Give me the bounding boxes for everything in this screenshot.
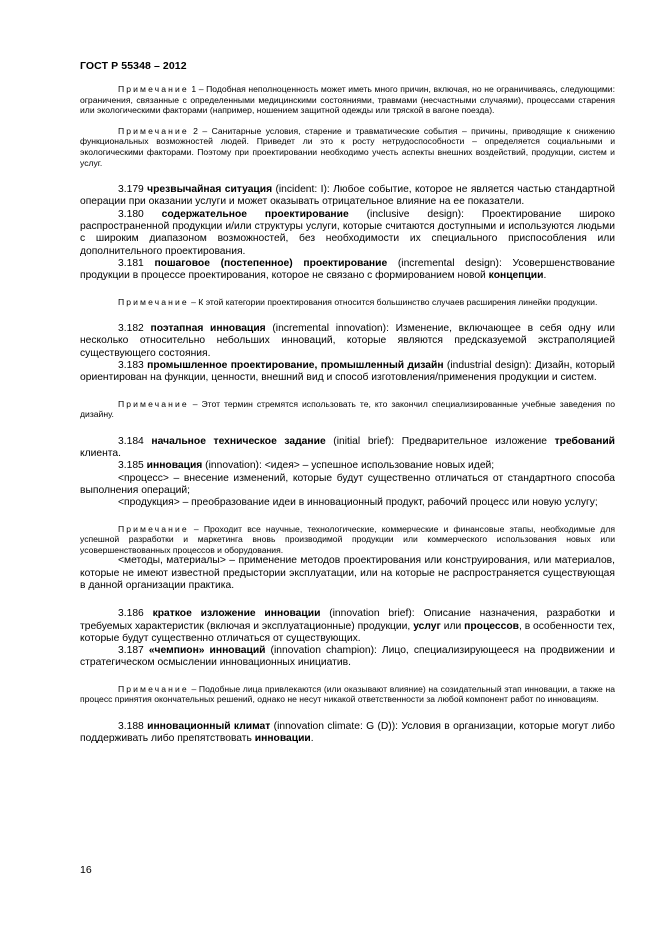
term-definition-end: . [543, 270, 547, 282]
term-definition: (innovation brief): Описание назначения, разработки и требуемых характеристик (включая и эксплуатационные) продукции, [80, 608, 615, 632]
term-3-180 [80, 209, 615, 258]
term-name: начальное техническое задание [151, 435, 326, 447]
term-definition: (industrial design): Дизайн, который ориентирован на функции, ценности, внешний вид и способ изготовления/применения продукции и систем. [80, 360, 615, 384]
term-3-186 [80, 608, 615, 645]
term-definition: (incremental innovation): Изменение, включающее в себя одну или несколько относительно небольших инноваций, которые являются предсказуемой экстраполяцией существующего состояния. [80, 323, 615, 359]
note-label: Примечание [118, 683, 189, 694]
note-label: Примечание [118, 84, 189, 94]
note-label: Примечание [118, 523, 189, 534]
note-3-183 [80, 399, 615, 420]
note-label: Примечание [118, 296, 189, 307]
term-reference: инновации [254, 733, 311, 745]
term-3-188 [80, 721, 615, 746]
term-number: 3.183 [118, 360, 144, 372]
term-definition: (incident: I): Любое событие, которое не является частью стандартной операции при оказании услуги и может оказывать отрицательное влияние на ее показатели. [80, 184, 615, 208]
standard-header: ГОСТ Р 55348 – 2012 [80, 60, 187, 72]
term-number: 3.186 [118, 608, 144, 620]
note-number: 1 [191, 84, 197, 94]
note-1 [80, 84, 615, 116]
term-definition-end: . [310, 733, 314, 745]
term-3-183 [80, 360, 615, 385]
term-name: промышленное проектирование, промышленный дизайн [147, 360, 444, 372]
term-reference: требований [554, 435, 615, 447]
note-text: – Подобные лица привлекаются (или оказывают влияние) на созидательный этап инновации, а также на процесс принятия окончательных решений, однако не несут никакой ответственности за любой компонент работ по инновациям. [80, 683, 615, 705]
term-definition: (innovation): <идея> – успешное использование новых идей; [202, 460, 495, 472]
term-3-181 [80, 258, 615, 283]
term-name: пошаговое (постепенное) проектирование [154, 257, 388, 269]
term-3-185 [80, 460, 615, 472]
document-body [80, 84, 615, 746]
term-definition: (innovation climate: G (D)): Условия в организации, которые могут либо поддерживать либо препятствовать [80, 720, 615, 745]
note-3-185 [80, 524, 615, 556]
term-number: 3.185 [118, 460, 144, 472]
term-name: инновационный климат [147, 720, 271, 732]
term-reference: процессов [464, 620, 519, 632]
term-name: содержательное проектирование [161, 208, 349, 220]
note-label: Примечание [118, 398, 189, 409]
page-number: 16 [80, 864, 92, 876]
term-3-179 [80, 184, 615, 209]
note-text: – К этой категории проектирования относится большинство случаев расширения линейки продукции. [188, 296, 598, 307]
term-number: 3.184 [118, 435, 144, 447]
term-3-185-process: <процесс> – внесение изменений, которые будут существенно отличаться от стандартного способа выполнения операций; [80, 472, 615, 496]
note-3-187 [80, 684, 615, 705]
term-number: 3.181 [118, 257, 144, 269]
term-reference: концепции [488, 270, 544, 282]
term-name: «чемпион» инноваций [148, 645, 266, 657]
term-number: 3.182 [118, 323, 144, 335]
note-text: – Санитарные условия, старение и травматические события – причины, приводящие к снижению функциональных возможностей людей. Приведет ли это к росту нетрудоспособности – определяется социальными и экологическими факторами. Поэтому при проектировании необходимо учесть аспекты внешних воздействий, продукции, систем и услуг. [80, 125, 615, 168]
term-number: 3.188 [118, 720, 144, 732]
note-text: – Проходит все научные, технологические, коммерческие и финансовые этапы, необходимые для успешной разработки и маркетинга вновь производимой продукции или коммерческого использования новых или усовершенствованных процессов и оборудования. [80, 523, 615, 555]
term-name: краткое изложение инновации [152, 608, 321, 620]
term-3-184 [80, 436, 615, 461]
note-3-181 [80, 297, 615, 308]
term-name: поэтапная инновация [150, 323, 266, 335]
term-3-187 [80, 645, 615, 670]
term-name: чрезвычайная ситуация [147, 184, 273, 196]
term-3-182 [80, 323, 615, 360]
term-number: 3.180 [118, 208, 144, 220]
term-definition-mid: или [440, 620, 465, 632]
note-3-185-methods: <методы, материалы> – применение методов проектирования или конструирования, или материалов, которые не имеют известной предыстории эксплуатации, или на которые не распространяется существующая в данной организации практика. [80, 555, 615, 591]
note-number: 2 [193, 125, 198, 136]
term-definition: (incremental design): Усовершенствование продукции в процессе проектирования, которое не связано с формированием новой [80, 257, 615, 282]
term-3-185-product: <продукция> – преобразование идеи в инновационный продукт, рабочий процесс или новую услугу; [118, 497, 598, 509]
note-label: Примечание [118, 125, 189, 136]
note-2 [80, 126, 615, 168]
term-definition: (initial brief): Предварительное изложение [325, 435, 555, 447]
term-reference: услуг [413, 620, 441, 632]
term-number: 3.179 [118, 184, 144, 196]
note-text: – Подобная неполноценность может иметь много причин, включая, но не ограничиваясь, следующими: ограничения, связанные с определенными медицинскими состояниями, травмами (несчастными случаями), процессами старения или экологическими факторами (например, ношением защитной одежды или тряской в вагоне поезда). [80, 84, 615, 116]
term-definition-end: клиента. [80, 448, 121, 460]
note-text: – Этот термин стремятся использовать те, кто закончил специализированные учебные заведения по дизайну. [80, 398, 615, 420]
term-number: 3.187 [118, 645, 144, 657]
term-definition: (innovation champion): Лицо, специализирующееся на продвижении и стратегическом осмыслении инновационных инициатив. [80, 645, 615, 669]
term-name: инновация [146, 460, 203, 472]
term-definition-end: , в особенности тех, которые будут существенно отличаться от существующих. [80, 620, 616, 644]
term-definition: (inclusive design): Проектирование широко распространенной продукции и/или структуры услуги, которые считаются доступными и используются людьми с широким диапазоном возможностей, без необходимости их специального приспособления или дополнительного проектирования. [80, 208, 615, 257]
